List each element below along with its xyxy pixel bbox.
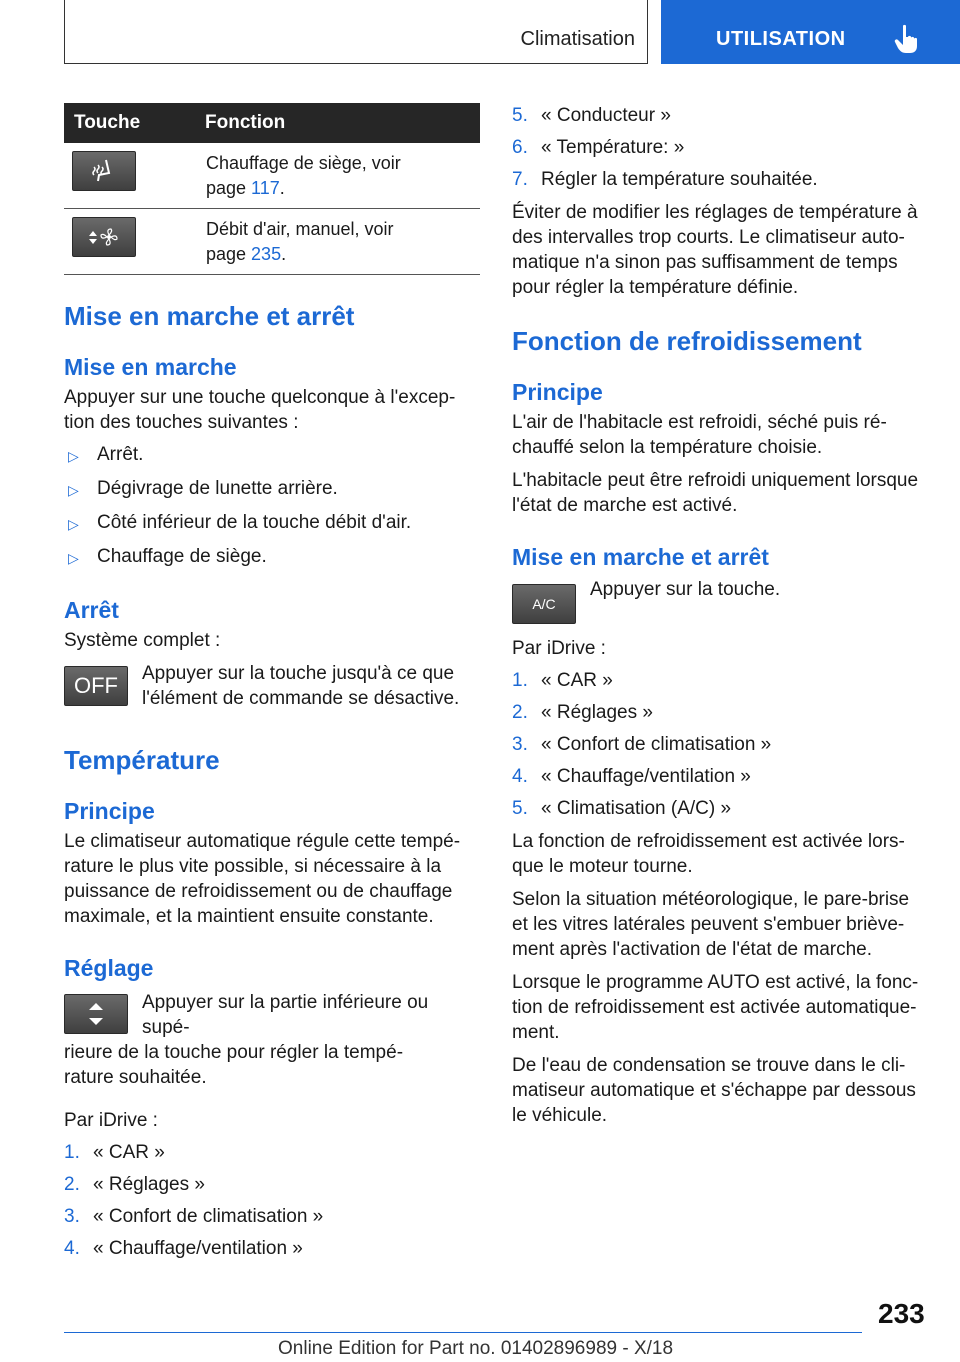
list-item: 2. « Réglages » — [64, 1174, 205, 1195]
list-item: ▷ Chauffage de siège. — [68, 546, 267, 567]
heading-setting: Réglage — [64, 955, 154, 981]
heading-temperature: Température — [64, 745, 220, 775]
header-section-box — [64, 0, 648, 64]
setting-instruction: Appuyer sur la partie inférieure ou supé- rieure de la touche pour régler la tempé- rature souhaitée. — [64, 992, 429, 1088]
ac-steps-list — [512, 668, 926, 821]
switch-off-text: Système complet : — [64, 630, 221, 651]
footer-divider — [64, 1332, 862, 1333]
hand-pointer-icon — [894, 24, 918, 54]
heading-principle: Principe — [64, 798, 155, 824]
off-button-icon: OFF — [64, 666, 128, 706]
right-column — [512, 103, 926, 1128]
edition-note: Online Edition for Part no. 01402896989 - X/18 — [278, 1338, 674, 1359]
idrive-label: Par iDrive : — [512, 638, 606, 659]
principle-text: Le climatiseur automatique régule cette tempé- rature le plus vite possible, si nécessaire à la puissance de refroidissement ou de chauffage maximale, et la maintient ensuite constante. — [64, 831, 461, 927]
chapter-title: UTILISATION — [716, 28, 846, 50]
ac-button-icon: A/C — [512, 584, 576, 624]
off-instruction: OFF Appuyer sur la touche jusqu'à ce que l'élément de commande se désactive. — [64, 661, 480, 711]
page-number: 233 — [878, 1298, 925, 1329]
cooling-text-3: La fonction de refroidissement est activée lors- que le moteur tourne. — [512, 831, 905, 877]
table-row — [64, 143, 480, 209]
ac-instruction: A/C Appuyer sur la touche. — [512, 579, 926, 624]
chapter-tab — [661, 0, 960, 64]
table-row — [64, 209, 480, 275]
table-header — [64, 103, 480, 143]
avoid-text: Éviter de modifier les réglages de température à des intervalles trop courts. Le climatiseur auto- matique n'a sinon pas suffisamment de temps pour régler la température définie. — [512, 202, 918, 298]
table-cell-function: Débit d'air, manuel, voir page 235. — [205, 209, 480, 275]
page-link[interactable]: 117 — [251, 178, 280, 198]
heading-cooling: Fonction de refroidissement — [512, 326, 862, 356]
list-item: ▷ Côté inférieur de la touche débit d'air. — [68, 512, 412, 533]
list-item: 1. « CAR » — [64, 1142, 165, 1163]
list-item: 4. « Chauffage/ventilation » — [512, 766, 751, 787]
page-link[interactable]: 235 — [251, 244, 282, 264]
list-item: 6. « Température: » — [512, 137, 685, 158]
list-item: 4. « Chauffage/ventilation » — [64, 1238, 303, 1259]
section-title: Climatisation — [520, 28, 635, 50]
heading-on-off: Mise en marche et arrêt — [64, 301, 355, 331]
cooling-text-6: De l'eau de condensation se trouve dans le cli- matiseur automatique et s'échappe par dessous le véhicule. — [512, 1055, 916, 1126]
list-item: 1. « CAR » — [512, 670, 613, 691]
table-header-function: Fonction — [205, 103, 480, 143]
switch-on-text: Appuyer sur une touche quelconque à l'excep- tion des touches suivantes : — [64, 387, 456, 433]
table-cell-function: Chauffage de siège, voir page 117. — [205, 143, 480, 209]
exception-list — [64, 442, 480, 571]
function-table — [64, 103, 480, 275]
list-item: ▷ Arrêt. — [68, 444, 144, 465]
temperature-updown-icon — [64, 994, 128, 1034]
cooling-text-2: L'habitacle peut être refroidi uniquement lorsque l'état de marche est activé. — [512, 470, 919, 516]
idrive-label: Par iDrive : — [64, 1110, 158, 1131]
steps-list — [64, 1140, 480, 1261]
table-header-key: Touche — [64, 103, 205, 143]
steps-list-continued — [512, 103, 926, 192]
list-item: 2. « Réglages » — [512, 702, 653, 723]
heading-switch-on: Mise en marche — [64, 354, 237, 380]
seat-heating-icon — [72, 151, 136, 191]
list-item: 5. « Conducteur » — [512, 105, 671, 126]
list-item: 7. Régler la température souhaitée. — [512, 169, 818, 190]
cooling-text-1: L'air de l'habitacle est refroidi, séché puis ré- chauffé selon la température choisie. — [512, 412, 887, 458]
list-item: 3. « Confort de climatisation » — [512, 734, 772, 755]
heading-switch-off: Arrêt — [64, 597, 119, 623]
airflow-icon — [72, 217, 136, 257]
heading-on-off: Mise en marche et arrêt — [512, 544, 769, 570]
list-item: ▷ Dégivrage de lunette arrière. — [68, 478, 338, 499]
cooling-text-5: Lorsque le programme AUTO est activé, la fonc- tion de refroidissement est activée automatique- ment. — [512, 972, 919, 1043]
left-column — [64, 103, 480, 1261]
cooling-text-4: Selon la situation météorologique, le pare-brise et les vitres latérales peuvent s'embuer briève- ment après l'activation de l'état de marche. — [512, 889, 910, 960]
list-item: 5. « Climatisation (A/C) » — [512, 798, 732, 819]
heading-principle: Principe — [512, 379, 603, 405]
list-item: 3. « Confort de climatisation » — [64, 1206, 324, 1227]
